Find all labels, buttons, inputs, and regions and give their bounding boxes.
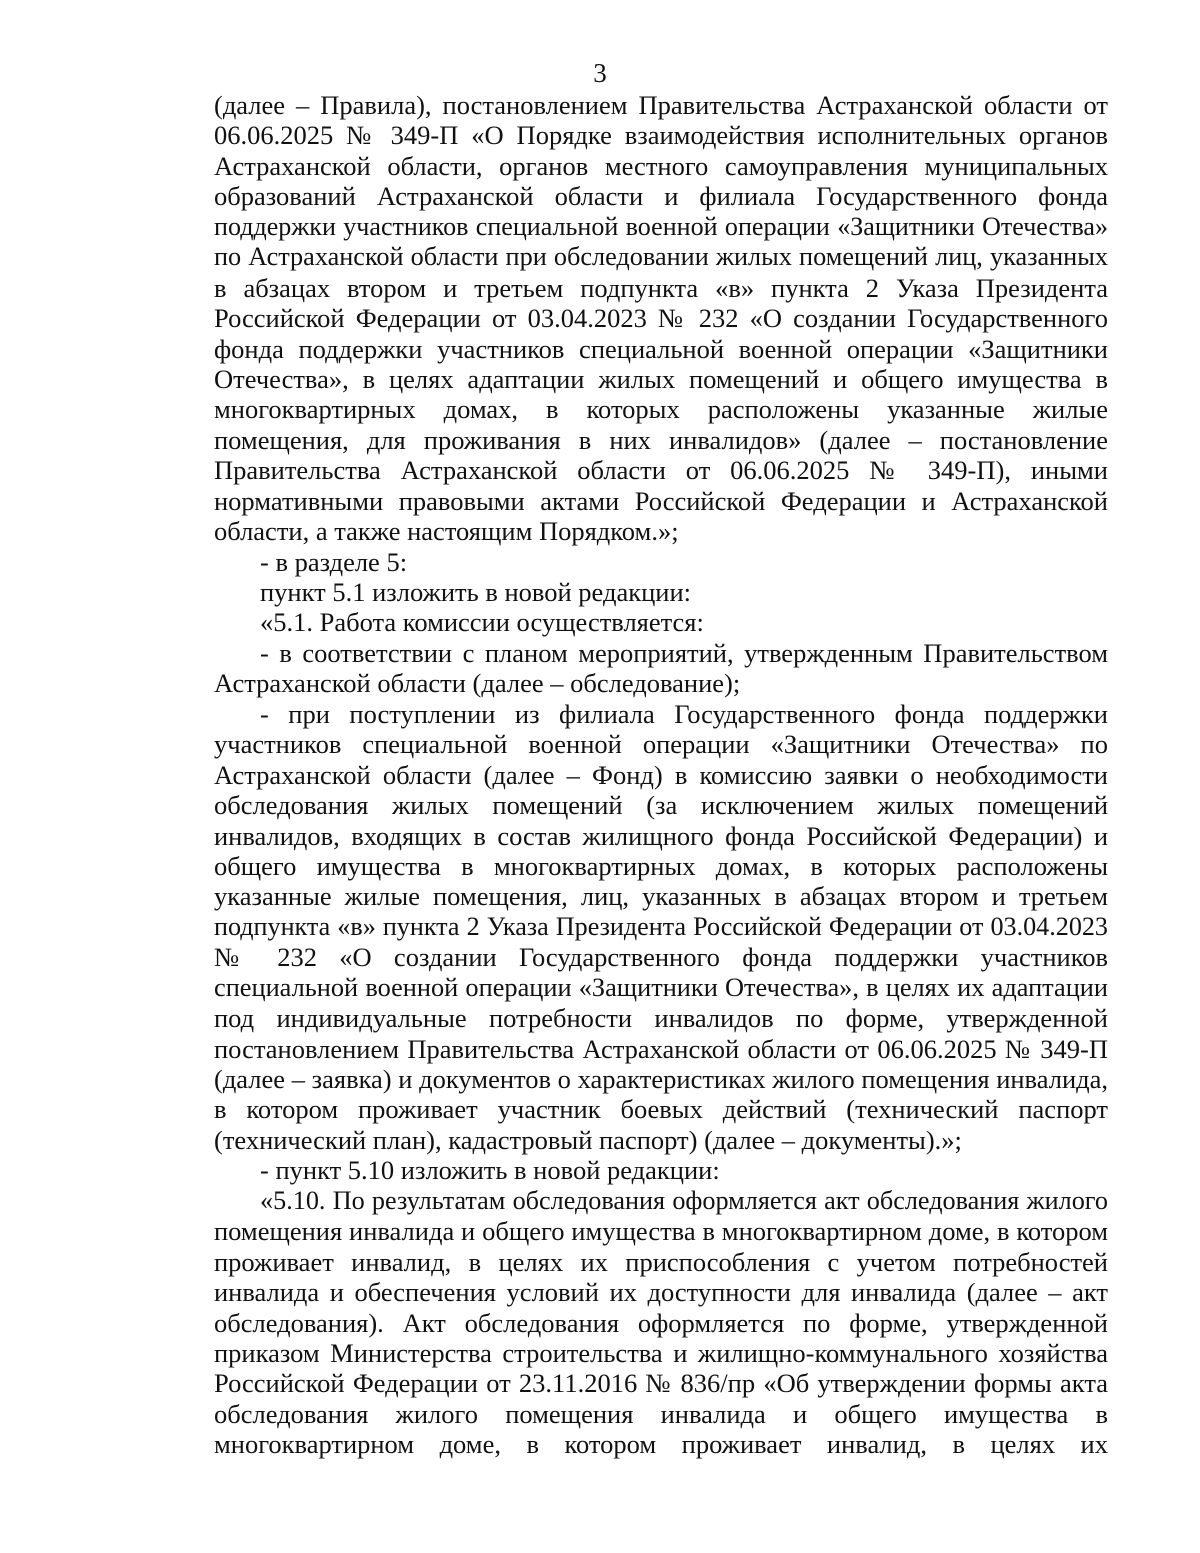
text-line: Правительства Астраханской области от 06.06.2025 № 349-П), иными xyxy=(214,455,1108,486)
text-line: образований Астраханской области и филиала Государственного фонда xyxy=(214,181,1108,212)
text-line: инвалидов, входящих в состав жилищного фонда Российской Федерации) и xyxy=(214,820,1108,851)
document-body xyxy=(214,90,1108,1460)
text-line: области, а также настоящим Порядком.»; xyxy=(214,516,679,547)
text-line: № 232 «О создании Государственного фонда поддержки участников xyxy=(214,942,1108,973)
text-line: фонда поддержки участников специальной военной операции «Защитники xyxy=(214,333,1108,364)
text-line: обследования жилого помещения инвалида и общего имущества в xyxy=(214,1398,1108,1429)
text-line: под индивидуальные потребности инвалидов по форме, утвержденной xyxy=(214,1003,1108,1034)
text-line: - при поступлении из филиала Государственного фонда поддержки xyxy=(260,698,1108,729)
text-line: участников специальной военной операции «Защитники Отечества» по xyxy=(214,729,1108,760)
text-line: нормативными правовыми актами Российской Федерации и Астраханской xyxy=(214,485,1108,516)
text-line: «5.1. Работа комиссии осуществляется: xyxy=(260,607,704,638)
text-line: по Астраханской области при обследовании жилых помещений лиц, указанных xyxy=(214,242,1108,272)
text-line: Астраханской области, органов местного самоуправления муниципальных xyxy=(214,150,1108,181)
text-line: инвалида и обеспечения условий их доступности для инвалида (далее – акт xyxy=(214,1277,1108,1308)
text-line: помещения, для проживания в них инвалидов» (далее – постановление xyxy=(214,424,1108,455)
text-line: (технический план), кадастровый паспорт) (далее – документы).»; xyxy=(214,1124,962,1155)
text-line: специальной военной операции «Защитники Отечества», в целях их адаптации xyxy=(214,972,1108,1002)
text-line: Российской Федерации от 23.11.2016 № 836/пр «Об утверждении формы акта xyxy=(214,1368,1108,1399)
text-line: подпункта «в» пункта 2 Указа Президента Российской Федерации от 03.04.2023 xyxy=(214,911,1108,941)
text-line: 06.06.2025 № 349-П «О Порядке взаимодействия исполнительных органов xyxy=(214,120,1108,151)
text-line: Астраханской области (далее – Фонд) в комиссию заявки о необходимости xyxy=(214,759,1108,790)
text-line: Астраханской области (далее – обследование); xyxy=(214,668,741,699)
text-line: пункт 5.1 изложить в новой редакции: xyxy=(260,577,691,607)
text-line: поддержки участников специальной военной операции «Защитники Отечества» xyxy=(214,211,1108,241)
text-line: указанные жилые помещения, лиц, указанных в абзацах втором и третьем xyxy=(214,881,1108,912)
text-line: Отечества», в целях адаптации жилых помещений и общего имущества в xyxy=(214,363,1108,394)
text-line: помещения инвалида и общего имущества в многоквартирном доме, в котором xyxy=(214,1216,1108,1247)
text-line: проживает инвалид, в целях их приспособления с учетом потребностей xyxy=(214,1246,1108,1277)
text-line: Российской Федерации от 03.04.2023 № 232 «О создании Государственного xyxy=(214,303,1108,334)
text-line: многоквартирном доме, в котором проживает инвалид, в целях их xyxy=(214,1429,1108,1460)
text-line: в абзацах втором и третьем подпункта «в» пункта 2 Указа Президента xyxy=(214,272,1108,303)
text-line: обследования). Акт обследования оформляется по форме, утвержденной xyxy=(214,1307,1108,1338)
text-line: приказом Министерства строительства и жилищно-коммунального хозяйства xyxy=(214,1337,1108,1368)
text-line: обследования жилых помещений (за исключением жилых помещений xyxy=(214,790,1108,821)
text-line: постановлением Правительства Астраханской области от 06.06.2025 № 349-П xyxy=(214,1033,1108,1064)
text-line: (далее – заявка) и документов о характеристиках жилого помещения инвалида, xyxy=(214,1064,1108,1094)
page-number: 3 xyxy=(593,58,607,88)
text-line: многоквартирных домах, в которых расположены указанные жилые xyxy=(214,394,1108,425)
text-line: в котором проживает участник боевых действий (технический паспорт xyxy=(214,1094,1108,1125)
text-line: «5.10. По результатам обследования оформляется акт обследования жилого xyxy=(260,1185,1108,1215)
text-line: - в разделе 5: xyxy=(260,546,408,577)
text-line: общего имущества в многоквартирных домах, в которых расположены xyxy=(214,850,1108,881)
text-line: (далее – Правила), постановлением Правительства Астраханской области от xyxy=(214,90,1108,120)
text-line: - пункт 5.10 изложить в новой редакции: xyxy=(260,1155,720,1186)
text-line: - в соответствии с планом мероприятий, утвержденным Правительством xyxy=(260,637,1108,668)
